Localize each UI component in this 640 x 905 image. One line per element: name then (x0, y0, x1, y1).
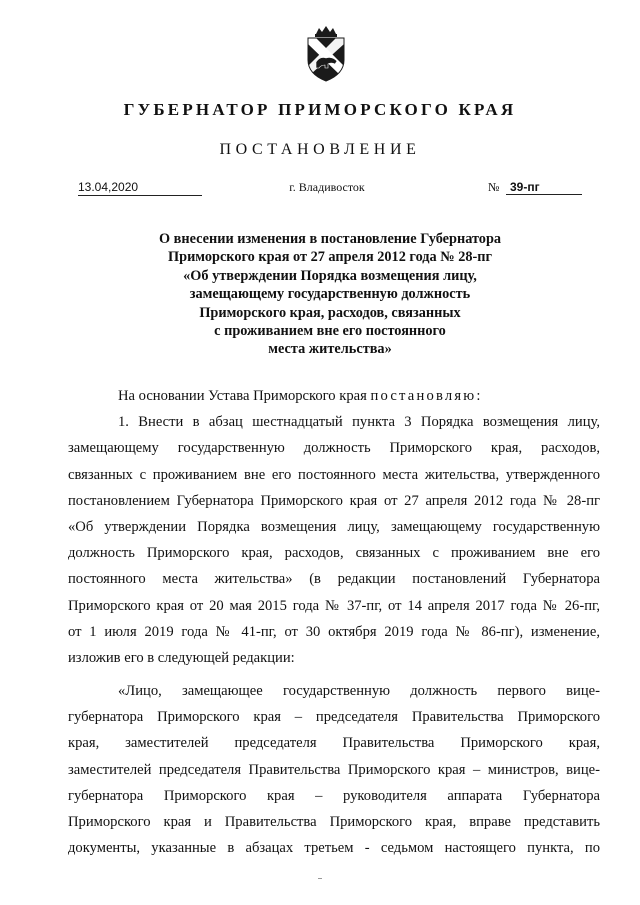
paragraph-line: Приморского края от 20 мая 2015 года № 37-пг, от 14 апреля 2017 года № 26-пг, (68, 597, 600, 614)
intro-text: На основании Устава Приморского края (118, 388, 367, 404)
page-footer-mark (318, 878, 322, 879)
title-line: «Об утверждении Порядка возмещения лицу, (183, 267, 477, 284)
intro-paragraph (68, 383, 600, 409)
document-body (68, 383, 600, 861)
document-number-label: № (488, 180, 500, 194)
paragraph-line: заместителей председателя Правительства Приморского края – министров, вице- (68, 761, 600, 778)
paragraph-line: Приморского края и Правительства Приморского края, вправе представить (68, 814, 600, 830)
paragraph-line: 1. Внести в абзац шестнадцатый пункта 3 Порядка возмещения лицу, (118, 414, 600, 431)
paragraph-line: от 1 июля 2019 года № 41-пг, от 30 октября 2019 года № 86-пг), изменение, (68, 623, 600, 640)
paragraph-line: постановлением Губернатора Приморского края от 27 апреля 2012 года № 28-пг (68, 492, 600, 509)
document-city: г. Владивосток (289, 180, 365, 194)
paragraph-line: «Лицо, замещающее государственную должность первого вице- (118, 683, 600, 700)
paragraph-line: края, заместителей председателя Правительства Приморского края, (68, 735, 600, 752)
title-line: замещающему государственную должность (189, 286, 471, 303)
title-line: О внесении изменения в постановление Губернатора (158, 231, 502, 247)
paragraph-line: документы, указанные в абзацах третьем - седьмом настоящего пункта, по (68, 840, 600, 857)
paragraph-line: замещающему государственную должность Приморского края, расходов, (68, 440, 600, 457)
paragraph-line: должность Приморского края, расходов, связанных с проживанием вне его (68, 545, 600, 562)
paragraph-1 (68, 409, 600, 671)
intro-decree-word: постановляю: (370, 388, 483, 404)
paragraph-line: губернатора Приморского края – председателя Правительства Приморского (68, 709, 600, 726)
title-line: с проживанием вне его постоянного (214, 323, 446, 340)
document-title (120, 230, 540, 359)
title-line: Приморского края от 27 апреля 2012 года № 28-пг (168, 249, 492, 266)
issuing-authority: ГУБЕРНАТОР ПРИМОРСКОГО КРАЯ (123, 100, 517, 119)
document-number: 39-пг (506, 180, 582, 195)
paragraph-line: связанных с проживанием вне его постоянного места жительства, утвержденного (68, 466, 600, 483)
paragraph-line: «Об утверждении Порядка возмещения лицу, замещающему государственную (68, 518, 600, 535)
title-line: Приморского края, расходов, связанных (199, 304, 461, 321)
paragraph-line: постоянного места жительства» (в редакции постановлений Губернатора (68, 571, 600, 588)
title-line: места жительства» (268, 341, 392, 358)
document-date: 13.04,2020 (78, 180, 202, 196)
document-type: ПОСТАНОВЛЕНИЕ (219, 141, 421, 158)
paragraph-line: губернатора Приморского края – руководителя аппарата Губернатора (68, 787, 600, 804)
paragraph-2 (68, 678, 600, 861)
paragraph-gap (68, 671, 600, 678)
coat-of-arms-icon (304, 26, 348, 82)
paragraph-line: изложив его в следующей редакции: (68, 649, 295, 666)
